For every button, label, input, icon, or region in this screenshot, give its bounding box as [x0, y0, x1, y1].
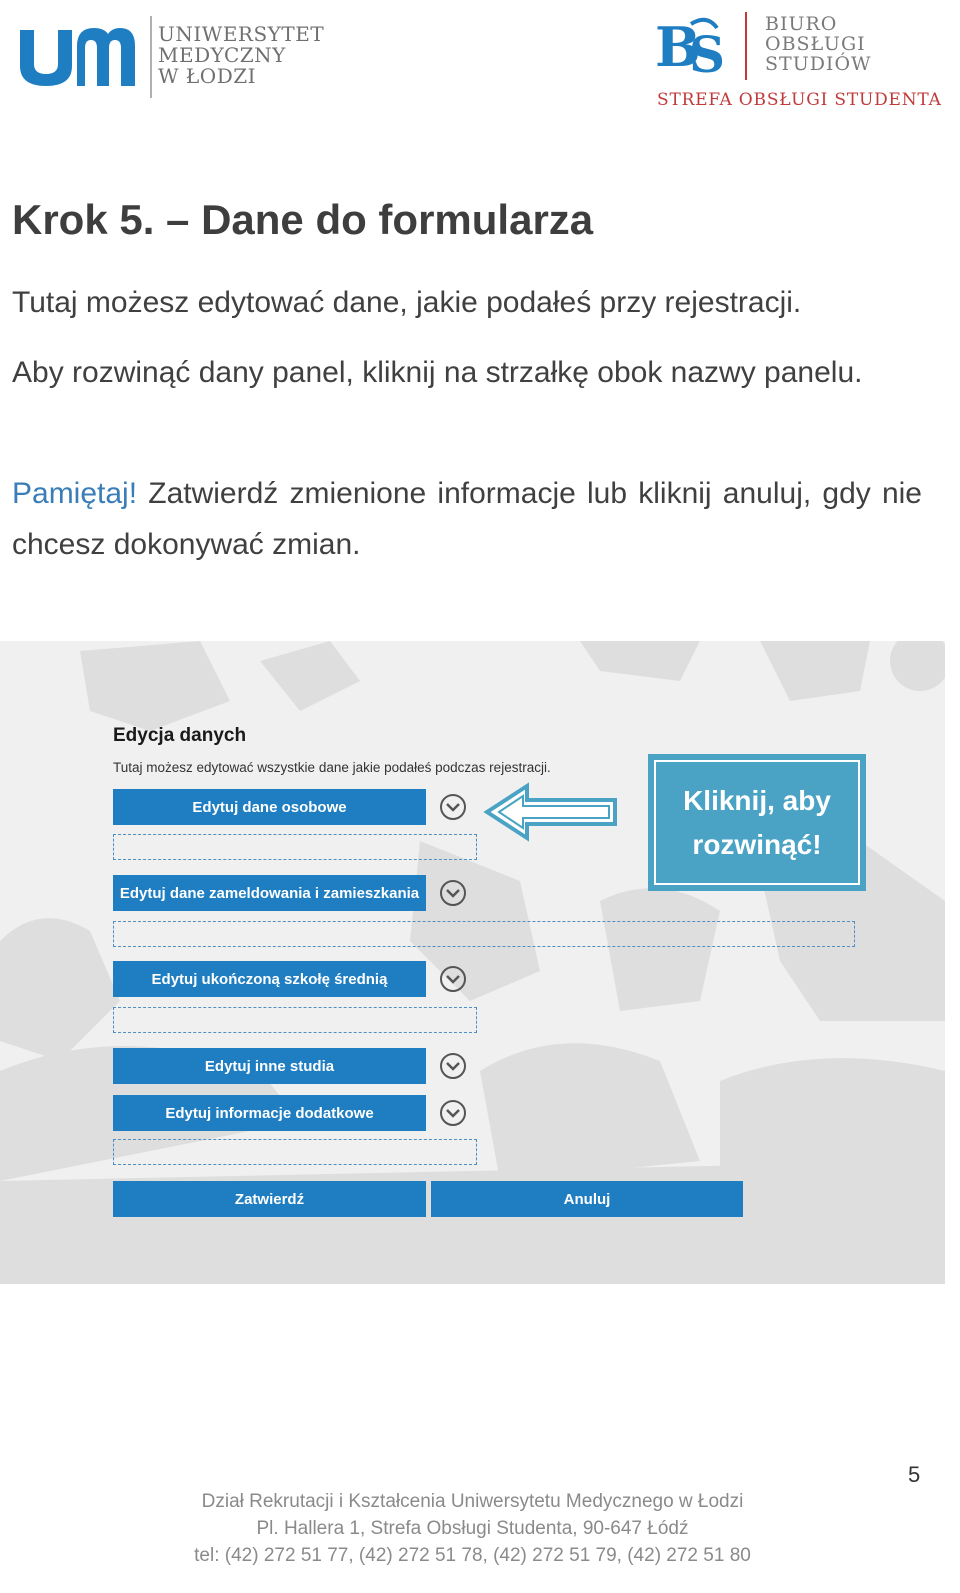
reminder-paragraph — [12, 468, 922, 570]
bos-logo — [655, 12, 942, 112]
callout-line-1: Kliknij, aby — [683, 784, 831, 816]
edit-address-data-button[interactable]: Edytuj dane zameldowania i zamieszkania — [113, 875, 426, 911]
reminder-text: Zatwierdź zmienione informacje lub kliknij anuluj, gdy nie chcesz dokonywać zmian. — [12, 477, 922, 561]
page-title: Krok 5. – Dane do formularza — [12, 196, 594, 243]
edit-personal-data-button[interactable]: Edytuj dane osobowe — [113, 789, 426, 825]
collapsed-panel-placeholder — [113, 1007, 477, 1033]
callout-line-2: rozwinąć! — [692, 828, 822, 860]
bos-logo-divider — [745, 12, 747, 80]
expand-chevron-icon[interactable] — [439, 1052, 467, 1080]
edit-other-studies-button[interactable]: Edytuj inne studia — [113, 1048, 426, 1084]
bos-logo-line-2: OBSŁUGI — [765, 33, 866, 55]
confirm-button[interactable]: Zatwierdź — [113, 1181, 426, 1217]
footer-phones: tel: (42) 272 51 77, (42) 272 51 78, (42) 272 51 79, (42) 272 51 80 — [194, 1545, 751, 1566]
collapsed-panel-placeholder — [113, 921, 855, 947]
instruction-paragraph: Aby rozwinąć dany panel, kliknij na strzałkę obok nazwy panelu. — [12, 356, 863, 389]
um-logo-line-1: UNIWERSYTET — [158, 22, 325, 46]
logo-divider — [150, 16, 152, 98]
expand-chevron-icon[interactable] — [439, 879, 467, 907]
bos-logo-mark — [655, 14, 735, 76]
form-subtitle: Tutaj możesz edytować wszystkie dane jakie podałeś podczas rejestracji. — [113, 760, 551, 775]
page-number: 5 — [908, 1462, 921, 1487]
expand-chevron-icon[interactable] — [439, 793, 467, 821]
expand-chevron-icon[interactable] — [439, 965, 467, 993]
expand-chevron-icon[interactable] — [439, 1099, 467, 1127]
um-logo-line-3: W ŁODZI — [158, 64, 257, 88]
intro-paragraph: Tutaj możesz edytować dane, jakie podałeś przy rejestracji. — [12, 286, 802, 319]
bos-logo-text — [765, 14, 872, 74]
footer-address: Pl. Hallera 1, Strefa Obsługi Studenta, 90-647 Łódź — [256, 1518, 689, 1539]
collapsed-panel-placeholder — [113, 1139, 477, 1165]
um-logo — [20, 14, 330, 100]
bos-logo-line-1: BIURO — [765, 13, 838, 35]
collapsed-panel-placeholder — [113, 834, 477, 860]
callout-text — [654, 760, 860, 885]
pointer-arrow-icon — [483, 782, 619, 842]
bos-logo-strefa: STREFA OBSŁUGI STUDENTA — [657, 90, 942, 110]
reminder-accent: Pamiętaj! — [12, 477, 138, 510]
um-logo-text — [158, 24, 324, 87]
click-to-expand-callout — [648, 754, 866, 891]
svg-text:S: S — [689, 25, 726, 76]
form-screenshot — [0, 641, 945, 1284]
edit-additional-info-button[interactable]: Edytuj informacje dodatkowe — [113, 1095, 426, 1131]
svg-text:B: B — [655, 15, 701, 76]
edit-high-school-button[interactable]: Edytuj ukończoną szkołę średnią — [113, 961, 426, 997]
form-title: Edycja danych — [113, 725, 247, 746]
um-logo-line-2: MEDYCZNY — [158, 43, 286, 67]
um-logo-mark — [20, 26, 135, 86]
bos-logo-line-3: STUDIÓW — [765, 53, 872, 75]
cancel-button[interactable]: Anuluj — [431, 1181, 743, 1217]
footer-department: Dział Rekrutacji i Kształcenia Uniwersytetu Medycznego w Łodzi — [201, 1491, 744, 1512]
